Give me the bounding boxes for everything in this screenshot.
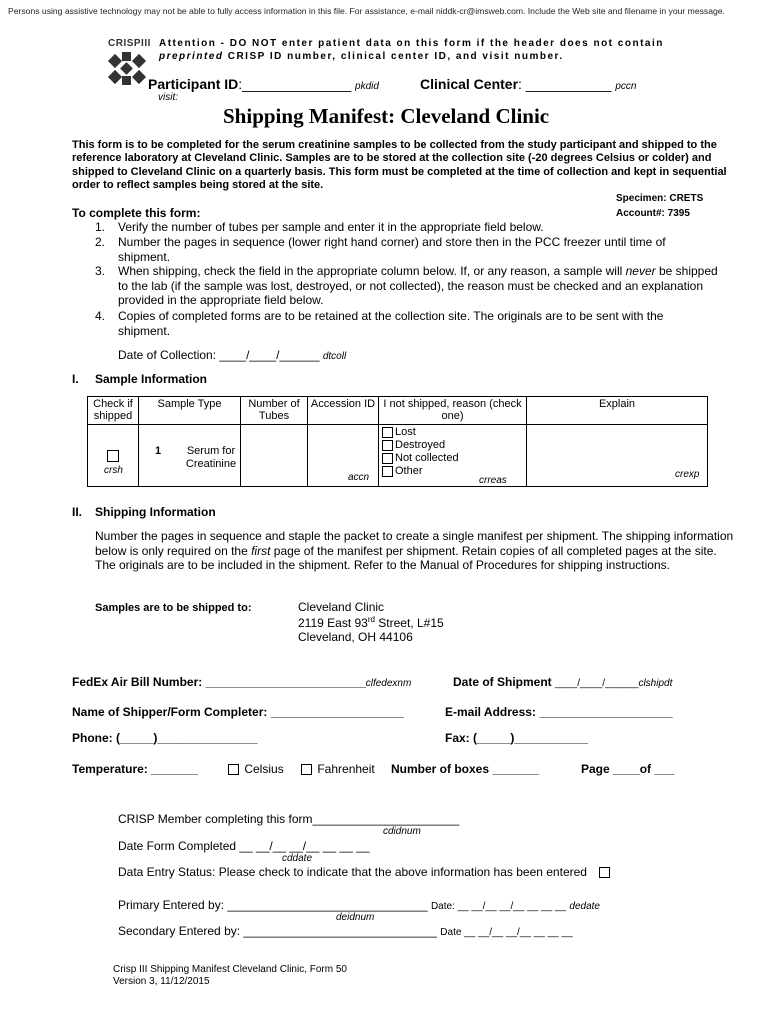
step-number: 4.	[95, 309, 106, 323]
ship-to-label: Samples are to be shipped to:	[95, 602, 252, 614]
col-header: Accession ID	[308, 397, 379, 425]
address-line-3: Cleveland, OH 44106	[298, 630, 413, 644]
section-1-number: I.	[72, 372, 79, 386]
col-header: Sample Type	[139, 397, 241, 425]
attention-line-1: Attention - DO NOT enter patient data on this form if the header does not contain	[159, 38, 664, 49]
reason-not-collected[interactable]: Not collected	[382, 452, 459, 465]
accn-code: accn	[348, 472, 370, 483]
section-1-title: Sample Information	[95, 372, 208, 386]
col-header: I not shipped, reason (check one)	[379, 397, 527, 425]
checkbox-icon	[228, 764, 239, 775]
celsius-option[interactable]: Celsius	[228, 762, 284, 776]
visit-label: visit:	[158, 92, 178, 103]
account-number: Account#: 7395	[616, 208, 690, 219]
participant-id-field: Participant ID:______________ pkdid	[148, 76, 379, 92]
step-text: Verify the number of tubes per sample and enter it in the appropriate field below.	[118, 220, 544, 234]
explain-cell[interactable]	[527, 425, 708, 487]
crisp-logo-icon	[108, 48, 146, 88]
number-of-boxes-field[interactable]: Number of boxes _______	[391, 762, 540, 776]
shipped-checkbox[interactable]	[107, 450, 119, 462]
tubes-cell[interactable]	[241, 425, 308, 487]
address-line-2: 2119 East 93rd Street, L#15	[298, 615, 444, 630]
step-number: 3.	[95, 264, 106, 278]
page-title: Shipping Manifest: Cleveland Clinic	[223, 104, 550, 128]
checkbox-icon	[382, 440, 393, 451]
step-text: Number the pages in sequence (lower right hand corner) and store then in the PCC freezer until time of shipment.	[118, 235, 666, 264]
primary-entered-field[interactable]: Primary Entered by: ______________________________ Date: __ __/__ __/__ __ __ __ dedate	[118, 898, 600, 912]
crexp-code: crexp	[675, 469, 700, 480]
shipper-name-field[interactable]: Name of Shipper/Form Completer: ____________________	[72, 705, 405, 719]
row-number: 1	[155, 445, 162, 457]
data-entry-status: Data Entry Status: Please check to indicate that the above information has been entered	[118, 865, 612, 879]
clinical-center-field: Clinical Center: ___________ pccn	[420, 76, 637, 92]
cdidnum-code: cdidnum	[383, 826, 421, 837]
reason-destroyed[interactable]: Destroyed	[382, 439, 459, 452]
specimen-code: Specimen: CRETS	[616, 193, 704, 204]
to-complete-heading: To complete this form:	[72, 206, 201, 220]
crreas-code: crreas	[479, 475, 507, 486]
deidnum-code: deidnum	[336, 912, 375, 923]
footer-form-name: Crisp III Shipping Manifest Cleveland Clinic, Form 50	[113, 964, 347, 975]
secondary-entered-field[interactable]: Secondary Entered by: _____________________________ Date __ __/__ __/__ __ __ __	[118, 924, 573, 938]
email-field[interactable]: E-mail Address: ____________________	[445, 705, 673, 719]
phone-field[interactable]: Phone: (_____)_______________	[72, 731, 258, 745]
accession-cell[interactable]	[308, 425, 379, 487]
date-of-collection-field: Date of Collection: ____/____/______ dtcoll	[118, 348, 347, 362]
reason-cell	[379, 425, 527, 487]
date-form-completed-field[interactable]: Date Form Completed __ __/__ __/__ __ __ __	[118, 839, 370, 853]
cddate-code: cddate	[282, 853, 313, 864]
step-number: 1.	[95, 220, 106, 234]
shipping-paragraph: Number the pages in sequence and staple the packet to create a single manifest per shipment. The shipping information below is only required on the first page of the manifest per shipment. Retain copies of all completed pages at the site. The originals are to be included in the shipment. Refer to the Manual of Procedures for shipping instructions.	[95, 529, 734, 573]
col-header: Check if shipped	[88, 397, 139, 425]
section-2-number: II.	[72, 505, 83, 519]
section-2-title: Shipping Information	[95, 505, 216, 519]
crsh-code: crsh	[104, 465, 123, 476]
intro-paragraph: This form is to be completed for the serum creatinine samples to be collected from the study participant and shipped to the reference laboratory at Cleveland Clinic. Samples are to be stored at the collection site (-20 degrees Celsius or colder) and shipped to Cleveland Clinic on a quarterly basis. This form must be completed at the time of collection and kept in sequential order to reflect samples being stored at the site.	[72, 139, 727, 192]
checkbox-icon	[382, 453, 393, 464]
step-number: 2.	[95, 235, 106, 249]
attention-line-2: preprinted CRISP ID number, clinical center ID, and visit number.	[159, 51, 564, 62]
crisp-logo-text: CRISPIII	[108, 38, 151, 49]
address-line-1: Cleveland Clinic	[298, 600, 385, 614]
footer-version: Version 3, 11/12/2015	[113, 976, 210, 987]
reason-lost[interactable]: Lost	[382, 426, 459, 439]
reason-other[interactable]: Other	[382, 465, 459, 478]
temperature-field[interactable]: Temperature: _______	[72, 762, 198, 776]
data-entry-checkbox[interactable]	[599, 867, 610, 878]
fax-field[interactable]: Fax: (_____)___________	[445, 731, 588, 745]
date-of-shipment-field[interactable]: Date of Shipment ____/____/______clshipdt	[453, 675, 673, 689]
sample-type-cell	[139, 425, 241, 487]
sample-table	[87, 396, 708, 487]
checkbox-icon	[382, 466, 393, 477]
step-text: When shipping, check the field in the appropriate column below. If, or any reason, a sample will never be shipped to the lab (if the sample was lost, destroyed, or not collected), the reason must be checked and an explanation provided in the appropriate field below.	[118, 264, 718, 308]
col-header: Explain	[527, 397, 708, 425]
col-header: Number of Tubes	[241, 397, 308, 425]
fedex-field[interactable]: FedEx Air Bill Number: ________________________clfedexnm	[72, 675, 412, 689]
checkbox-icon	[382, 427, 393, 438]
checkbox-icon	[301, 764, 312, 775]
accessibility-notice: Persons using assistive technology may not be able to fully access information in this file. For assistance, e-mail niddk-cr@imsweb.com. Include the Web site and filename in your message.	[8, 6, 725, 16]
step-text: Copies of completed forms are to be retained at the collection site. The originals are to be sent with the shipment.	[118, 309, 664, 338]
fahrenheit-option[interactable]: Fahrenheit	[301, 762, 375, 776]
sample-type: Serum for Creatinine	[185, 445, 237, 470]
crisp-member-field[interactable]: CRISP Member completing this form______________________	[118, 812, 460, 826]
page-of-field[interactable]: Page ____of ___	[581, 762, 675, 776]
shipped-cell	[88, 425, 139, 487]
